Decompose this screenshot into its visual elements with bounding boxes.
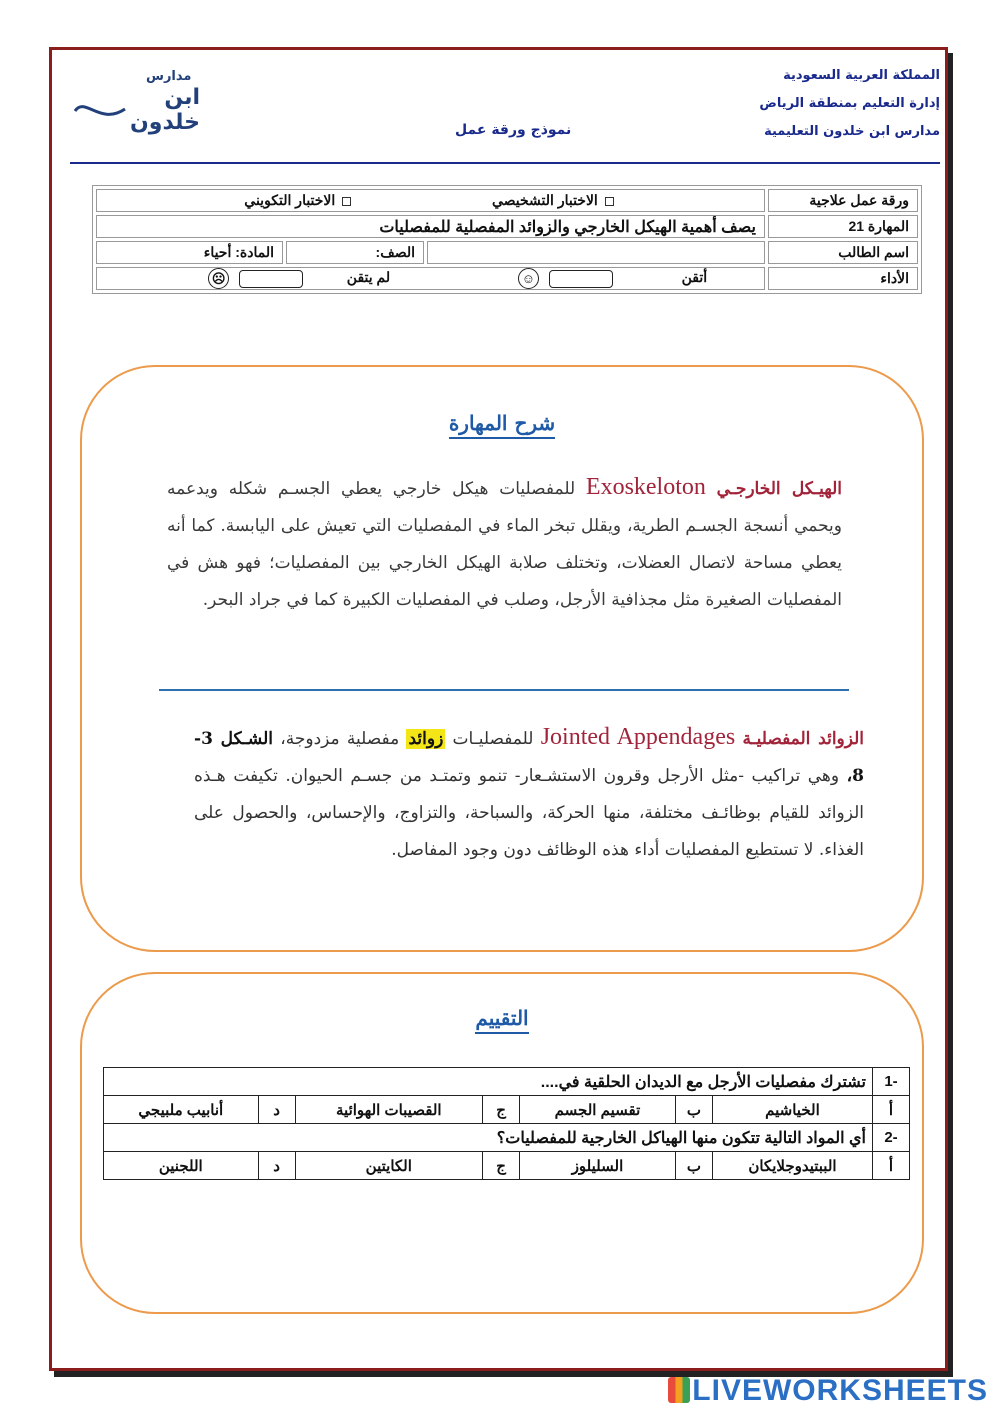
diagnostic-option-label: الاختبار التشخيصي: [491, 192, 598, 208]
paragraph-divider: [159, 689, 849, 691]
explanation-box: [80, 365, 924, 952]
quiz-table: [103, 1067, 910, 1180]
appendages-text-c: وهي تراكيب -مثل الأرجل وقرون الاستشـعار- تنمو وتمتـد من جسـم الحيوان. تكيفت هـذه الزوائد للقيام بوظائـف مختلفة، منها الحركة، والسباحة، والتزاوج، والإحساس، والحصول على الغذاء. لا تستطيع المفصليات أداء هذه الوظائف دون وجود المفاصل.: [194, 766, 864, 860]
student-name-label: اسم الطالب: [768, 241, 918, 264]
option-letter: ج: [483, 1152, 520, 1180]
sad-face-icon: ☹: [208, 268, 229, 289]
diagnostic-checkbox[interactable]: [605, 197, 614, 206]
header-line-1: المملكة العربية السعودية: [783, 68, 940, 83]
worksheet-type-label: ورقة عمل علاجية: [768, 189, 918, 212]
exoskeleton-text: للمفصليات هيكل خارجي يعطي الجسـم شكله ويدعمه ويحمي أنسجة الجسـم الطرية، ويقلل تبخر الماء في المفصليات التي تعيش على اليابسة. كما أنه يعطي مساحة لاتصال العضلات، وتختلف صلابة الهيكل الخارجي بين المفصليات؛ فهو هش في المفصليات الصغيرة مثل مجذافية الأرجل، وصلب في المفصليات الكبيرة كما في جراد البحر.: [167, 479, 842, 610]
mastered-box[interactable]: [549, 270, 613, 288]
figure-reference: الشـكل 3-8،: [194, 729, 865, 786]
appendages-text-b: مفصلية مزدوجة،: [280, 729, 400, 749]
appendages-text-a: للمفصليـات: [452, 729, 534, 749]
assessment-title: التقييم: [82, 1006, 922, 1030]
liveworksheets-brand: LIVEWORKSHEETS: [692, 1374, 988, 1407]
option-letter: ج: [483, 1096, 520, 1124]
option-letter: أ: [873, 1152, 910, 1180]
exoskeleton-keyword: الهيـكل الخارجـي: [716, 479, 842, 499]
not-mastered-label: لم يتقن: [346, 269, 391, 286]
appendages-highlight: زوائد: [408, 729, 444, 749]
appendages-keyword: الزوائد المفصليـة: [742, 729, 865, 749]
answer-option[interactable]: الببتيدوجلايكان: [712, 1152, 872, 1180]
question-text: أي المواد التالية تتكون منها الهياكل الخارجية للمفصليات؟: [104, 1124, 873, 1152]
header-divider: [70, 162, 940, 164]
happy-face-icon: ☺: [518, 268, 539, 289]
mastered-label: أتقن: [681, 269, 708, 286]
appendages-english: Jointed Appendages: [540, 724, 736, 750]
exoskeleton-paragraph: [167, 469, 842, 619]
header-line-3: مدارس ابن خلدون التعليمية: [764, 124, 940, 139]
formative-checkbox[interactable]: [342, 197, 351, 206]
logo-main-text: ابن خلدون: [130, 85, 200, 135]
class-field[interactable]: [286, 241, 424, 264]
appendages-paragraph: [194, 719, 864, 869]
option-letter: ب: [675, 1152, 712, 1180]
question-number: -2: [873, 1124, 910, 1152]
option-letter: د: [258, 1096, 295, 1124]
not-mastered-box[interactable]: [239, 270, 303, 288]
answer-option[interactable]: أنابيب ملبيجي: [104, 1096, 259, 1124]
answer-option[interactable]: تقسيم الجسم: [520, 1096, 676, 1124]
test-type-options: [96, 189, 765, 212]
header-ministry: [759, 62, 940, 146]
info-table: [92, 185, 922, 294]
question-text: تشترك مفصليات الأرجل مع الديدان الحلقية في....: [104, 1068, 873, 1096]
school-logo: [68, 67, 200, 137]
skill-description: يصف أهمية الهيكل الخارجي والزوائد المفصلية للمفصليات: [96, 215, 765, 238]
header-line-2: إدارة التعليم بمنطقة الرياض: [759, 96, 940, 111]
option-letter: أ: [873, 1096, 910, 1124]
skill-number-label: المهارة 21: [768, 215, 918, 238]
options-row: [104, 1152, 910, 1180]
student-name-field[interactable]: [427, 241, 765, 264]
worksheet-form-title: نموذج ورقة عمل: [455, 122, 572, 138]
liveworksheets-icon: [668, 1377, 690, 1403]
class-label: الصف:: [375, 244, 415, 260]
answer-option[interactable]: الخياشيم: [712, 1096, 872, 1124]
logo-swoosh-icon: [70, 91, 130, 131]
logo-top-text: مدارس: [146, 69, 192, 84]
answer-option[interactable]: اللجنين: [104, 1152, 259, 1180]
option-letter: ب: [675, 1096, 712, 1124]
subject-label: المادة: أحياء: [203, 244, 274, 260]
option-letter: د: [258, 1152, 295, 1180]
performance-options: [96, 267, 765, 290]
question-number: -1: [873, 1068, 910, 1096]
explanation-title: شرح المهارة: [82, 411, 922, 435]
liveworksheets-logo: [668, 1374, 988, 1408]
performance-label: الأداء: [768, 267, 918, 290]
subject-cell: [96, 241, 283, 264]
exoskeleton-english: Exoskeloton: [585, 474, 706, 500]
answer-option[interactable]: السليلوز: [520, 1152, 676, 1180]
question-row: [104, 1068, 910, 1096]
answer-option[interactable]: القصيبات الهوائية: [295, 1096, 482, 1124]
options-row: [104, 1096, 910, 1124]
question-row: [104, 1124, 910, 1152]
answer-option[interactable]: الكايتين: [295, 1152, 482, 1180]
formative-option-label: الاختبار التكويني: [244, 192, 336, 208]
